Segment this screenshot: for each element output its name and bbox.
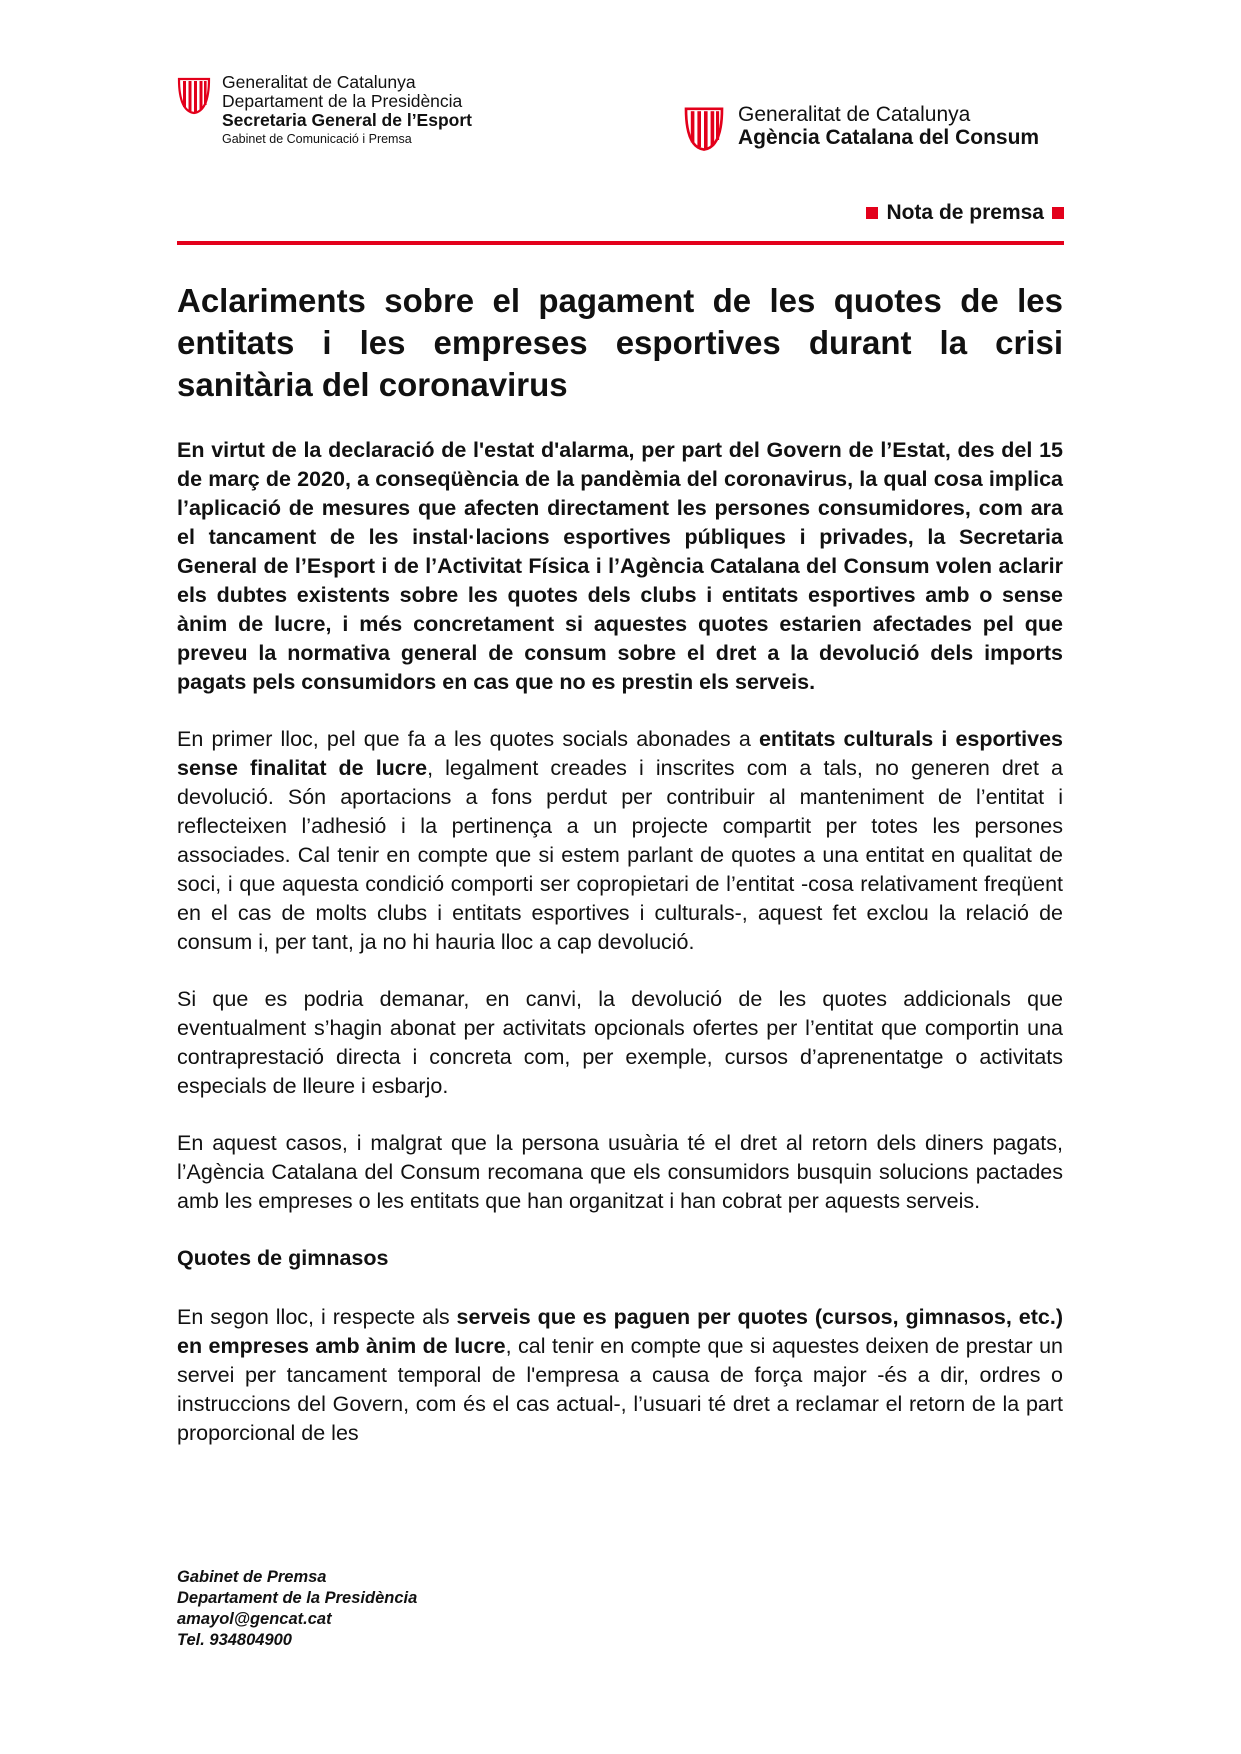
paragraph-recomanacio: En aquest casos, i malgrat que la persona usuària té el dret al retorn dels diners pagats, l’Agència Catalana del Consum recomana que els consumidors busquin solucions pactades amb les empreses o les entitats que han organitzat i han cobrat per aquests serveis. [177,1131,1063,1213]
generalitat-emblem-icon [176,75,212,115]
red-square-icon [866,207,878,219]
footer-phone: Tel. 934804900 [177,1631,292,1649]
paragraph-entitats [177,725,1063,957]
p1-text-bold: entitats culturals i esportives sense finalitat de lucre [177,727,1063,780]
p1-text-a: En primer lloc, pel que fa a les quotes socials abonades a [177,727,759,751]
logo-left-line3: Secretaria General de l’Esport [222,109,472,130]
p4-text-bold: serveis que es paguen per quotes (cursos, gimnasos, etc.) en empreses amb ànim de lucre [177,1305,1063,1358]
logo-right-line2: Agència Catalana del Consum [738,125,1040,149]
red-square-icon [1052,207,1064,219]
logo-left-line1: Generalitat de Catalunya [222,72,416,92]
p4-text-a: En segon lloc, i respecte als [177,1305,457,1329]
p4-text-c: , cal tenir en compte que si aquestes deixen de prestar un servei per tancament temporal de l'empresa a causa de força major -és a dir, ordres o instruccions del Govern, com és el cas actual-, l’usuari té dret a reclamar el retorn de la part proporcional de les [177,1334,1063,1445]
doc-type-label [866,201,1064,225]
paragraph-empreses [177,1303,1063,1448]
lead-paragraph: En virtut de la declaració de l'estat d'alarma, per part del Govern de l’Estat, des del 15 de març de 2020, a conseqüència de la pandèmia del coronavirus, la qual cosa implica l’aplicació de mesures que afecten directament les persones consumidores, com ara el tancament de les instal·lacions esportives públiques i privades, la Secretaria General de l’Esport i de l’Activitat Física i l’Agència Catalana del Consum volen aclarir els dubtes existents sobre les quotes dels clubs i entitats esportives amb o sense ànim de lucre, i més concretament si aquestes quotes estarien afectades pel que preveu la normativa general de consum sobre el dret a la devolució dels imports pagats pels consumidors en cas que no es prestin els serveis. [177,438,1063,694]
paragraph-quotes-addicionals: Si que es podria demanar, en canvi, la devolució de les quotes addicionals que eventualment s’hagin abonat per activitats opcionals ofertes per l’entitat que comportin una contraprestació directa i concreta com, per exemple, cursos d’aprenentatge o activitats especials de lleure i esbarjo. [177,987,1063,1098]
doc-type-text: Nota de premsa [886,201,1044,224]
page-title: Aclariments sobre el pagament de les quotes de les entitats i les empreses esportives durant la crisi sanitària del coronavirus [177,282,1063,403]
press-release-body [177,280,1063,1448]
logo-secretaria-esport [176,73,472,146]
logo-left-line2: Departament de la Presidència [222,90,463,111]
footer-office: Gabinet de Premsa [177,1568,327,1586]
logo-agencia-consum [682,104,1039,152]
footer-department: Departament de la Presidència [177,1589,418,1607]
generalitat-emblem-icon [682,104,726,152]
header-divider [177,241,1064,245]
contact-footer [177,1567,417,1651]
footer-email[interactable]: amayol@gencat.cat [177,1610,332,1628]
p1-text-c: , legalment creades i inscrites com a tals, no generen dret a devolució. Són aportacions a fons perdut per contribuir al manteniment de l’entitat i reflecteixen l’adhesió i la pertinença a un projecte compartit per totes les persones associades. Cal tenir en compte que si estem parlant de quotes a una entitat en qualitat de soci, i que aquesta condició comporti ser copropietari de l’entitat -cosa relativament freqüent en el cas de molts clubs i entitats esportives i culturals-, aquest fet exclou la relació de consum i, per tant, ja no hi hauria lloc a cap devolució. [177,756,1063,954]
logo-right-line1: Generalitat de Catalunya [738,103,971,126]
subheading-gimnasos: Quotes de gimnasos [177,1246,389,1270]
logo-left-line4: Gabinet de Comunicació i Premsa [222,131,412,146]
